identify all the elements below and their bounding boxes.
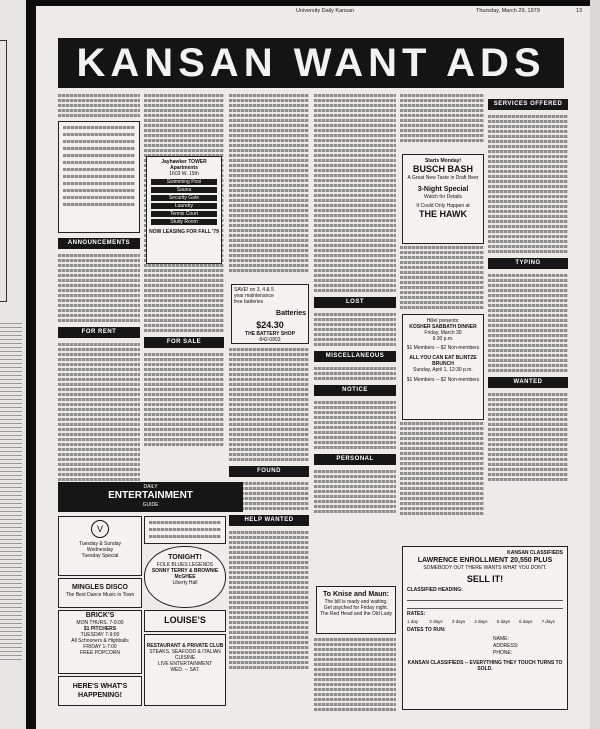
hillel-line-5: $1 Members -- $2 Non-members	[406, 345, 480, 351]
amenity-5: Tennis Court	[151, 211, 217, 217]
gallery-ad	[58, 516, 142, 576]
rate-day-6: 6 days	[519, 619, 533, 624]
entertainment-guide: GUIDE	[142, 502, 159, 508]
rates-label: RATES:	[407, 611, 426, 617]
publication-name: University Daily Kansan	[296, 8, 355, 14]
column-2	[144, 94, 224, 448]
right-page-edge	[590, 0, 600, 729]
notice-heading: NOTICE	[314, 385, 396, 396]
dates-to-run-label: DATES TO RUN:	[407, 627, 446, 633]
gallery-line-1: Tuesday & Sunday	[78, 541, 122, 547]
rate-day-3: 3 days	[451, 619, 466, 624]
louises-title: LOUISE'S	[164, 615, 206, 625]
tonight-ad	[144, 546, 226, 608]
amenity-4: Laundry	[151, 203, 217, 209]
tonight-line-4: Liberty Hall	[172, 580, 198, 586]
amenity-2: Sauna	[151, 187, 217, 193]
apartments-ad	[146, 156, 222, 264]
hillel-line-8: $1 Members -- $2 Non-members	[406, 377, 480, 383]
bricks-line-2: $1 PITCHERS	[83, 626, 117, 632]
masthead: KANSAN WANT ADS	[58, 38, 564, 88]
batteries-word: Batteries	[276, 310, 306, 317]
amenity-6: Study Room	[151, 219, 217, 225]
rate-day-7: 7 days	[541, 619, 555, 624]
column-5-lower	[400, 422, 484, 517]
tonight-line-1: TONIGHT!	[168, 554, 202, 561]
entertainment-daily: DAILY	[143, 484, 158, 490]
name-label: NAME:	[493, 636, 509, 642]
busch-line-6: It Could Only Happen at	[416, 203, 470, 209]
apartments-name: Jayhawker TOWER Apartments	[161, 159, 207, 171]
mingles-ad	[58, 578, 142, 608]
battery-shop-phone: 842-0803	[259, 337, 281, 343]
entertainment-title: ENTERTAINMENT	[108, 490, 193, 501]
ad-copy-line-2[interactable]	[407, 603, 563, 609]
left-page-text	[0, 320, 22, 660]
services-offered-heading: SERVICES OFFERED	[488, 99, 568, 110]
phone-label: PHONE:	[493, 650, 513, 656]
help-wanted-heading: HELP WANTED	[229, 515, 309, 526]
hillel-line-6: ALL YOU CAN EAT BLINTZE BRUNCH	[409, 355, 477, 367]
classifieds-footer: KANSAN CLASSIFIEDS -- EVERYTHING THEY TOUCH TURNS TO SOLD.	[407, 660, 563, 672]
mingles-sub: The Best Dance Music in Town	[65, 592, 135, 598]
miscellaneous-heading: MISCELLANEOUS	[314, 351, 396, 362]
rates-box	[58, 121, 140, 233]
busch-line-1: Starts Monday!	[424, 158, 462, 164]
bricks-line-5: FRIDAY 1-7:00	[83, 644, 117, 650]
hillel-line-4: 6:30 p.m.	[432, 336, 454, 342]
for-sale-heading: FOR SALE	[144, 337, 224, 348]
batteries-save: SAVE! on 3, 4 & 5 year maintenance free batteries	[234, 287, 274, 305]
personal-heading: PERSONAL	[314, 454, 396, 465]
for-rent-heading: FOR RENT	[58, 327, 140, 338]
happening-ad	[58, 676, 142, 706]
busch-line-4: 3-Night Special	[417, 186, 469, 193]
bricks-line-3: TUESDAY 7-9:00	[80, 632, 120, 638]
left-adjacent-page	[0, 0, 26, 729]
restaurant-line-4: WED. -- SAT.	[170, 667, 200, 673]
apartments-footer: NOW LEASING FOR FALL '79	[149, 229, 219, 235]
knise-line-4: The Red Head and the Old Lady	[320, 611, 392, 617]
entertainment-guide-banner	[58, 482, 243, 512]
lost-heading: LOST	[314, 297, 396, 308]
batteries-price: $24.30	[256, 320, 284, 330]
hillel-line-7: Sunday, April 1, 12:30 p.m.	[413, 367, 473, 373]
hillel-line-1: Hillel presents:	[426, 318, 460, 324]
newspaper-page	[36, 6, 590, 729]
amenity-3: Security Gate	[151, 195, 217, 201]
knise-line-3: Get psyched for Friday night.	[323, 605, 389, 611]
busch-line-3: A Great New Taste in Draft Beer	[407, 175, 479, 181]
tonight-line-2: FOLK BLUES LEGENDS	[156, 562, 214, 568]
busch-line-2: BUSCH BASH	[412, 164, 473, 174]
column-6	[488, 94, 568, 483]
louises-ad	[144, 610, 226, 632]
rate-day-1: 1 day	[407, 619, 419, 624]
hillel-ad	[402, 314, 484, 420]
rates-grid	[407, 619, 563, 624]
restaurant-ad	[144, 634, 226, 706]
rate-day-5: 5 days	[496, 619, 510, 624]
mingles-title: MINGLES DISCO	[71, 584, 128, 591]
column-4-bottom	[314, 638, 396, 713]
tonight-line-3: SONNY TERRY & BROWNIE McGHEE	[151, 568, 219, 580]
battery-shop: THE BATTERY SHOP	[245, 331, 295, 337]
gallery-line-2: Wednesday	[86, 547, 114, 553]
classified-heading-label: CLASSIFIED HEADING:	[407, 587, 463, 593]
column-4	[314, 94, 396, 515]
bricks-line-4: All Schooners & Highballs	[71, 638, 129, 644]
sell-it: SELL IT!	[466, 574, 504, 584]
left-page-rule	[0, 40, 7, 302]
batteries-ad	[231, 284, 309, 344]
announcements-heading: ANNOUNCEMENTS	[58, 238, 140, 249]
knise-line-2: The bill is ready and waiting.	[324, 599, 388, 605]
found-heading: FOUND	[229, 466, 309, 477]
enrollment-line: LAWRENCE ENROLLMENT 20,550 PLUS	[417, 557, 553, 564]
bricks-line-1: MON THURS. 7-9:00	[76, 620, 124, 626]
gallery-line-3: Tuesday Special	[81, 553, 119, 559]
busch-bash-ad	[402, 154, 484, 244]
typing-heading: TYPING	[488, 258, 568, 269]
restaurant-line-1: RESTAURANT & PRIVATE CLUB	[146, 643, 224, 649]
apartments-address: 1603 W. 15th	[169, 171, 199, 177]
classified-order-form	[402, 546, 568, 710]
hillel-line-3: Friday, March 30	[424, 330, 462, 336]
page-number: 13	[576, 8, 583, 14]
column-3	[229, 94, 309, 274]
hillel-line-2: KOSHER SABBATH DINNER	[409, 324, 477, 330]
wanted-heading: WANTED	[488, 377, 568, 388]
bricks-ad	[58, 610, 142, 674]
bricks-title: BRICK'S	[85, 612, 115, 619]
issue-date: Thursday, March 29, 1979	[476, 8, 540, 14]
v-logo-icon: V	[91, 520, 109, 538]
rate-day-4: 4 days	[474, 619, 488, 624]
happening-text: HERE'S WHAT'S HAPPENING!	[72, 683, 128, 699]
column-1	[58, 94, 140, 493]
restaurant-line-3: LIVE ENTERTAINMENT	[157, 661, 213, 667]
column-5-middle	[400, 246, 484, 311]
column-5	[400, 94, 484, 144]
restaurant-line-2: STEAKS, SEAFOOD & ITALIAN CUISINE	[149, 649, 221, 661]
classifieds-logo: KANSAN CLASSIFIEDS	[507, 550, 563, 556]
ad-copy-line-1[interactable]	[407, 595, 563, 601]
knise-line-1: To Knise and Maun:	[323, 591, 389, 598]
busch-line-7: THE HAWK	[419, 209, 467, 219]
tagline: SOMEBODY OUT THERE WANTS WHAT YOU DON'T.	[423, 565, 547, 571]
amenity-1: Swimming Pool	[151, 179, 217, 185]
jazz-ad	[144, 516, 226, 544]
address-label: ADDRESS:	[493, 643, 519, 649]
rate-day-2: 2 days	[429, 619, 443, 624]
bricks-line-6: FREE POPCORN	[79, 650, 120, 656]
knise-ad	[316, 586, 396, 634]
busch-line-5: Watch for Details	[424, 194, 462, 200]
